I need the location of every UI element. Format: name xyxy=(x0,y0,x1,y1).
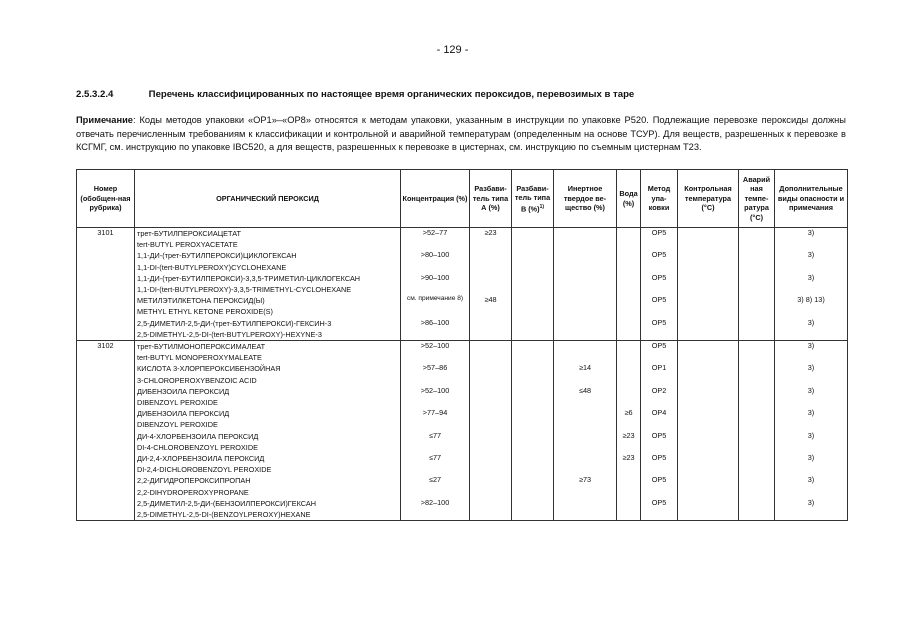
diluent-a-cell xyxy=(470,386,512,408)
inert-solid-cell: ≥73 xyxy=(554,475,617,497)
control-temp-cell xyxy=(678,453,739,475)
peroxide-name xyxy=(135,386,401,408)
header-water: Вода (%) xyxy=(617,170,641,228)
control-temp-cell xyxy=(678,318,739,341)
table-row xyxy=(77,318,848,341)
diluent-a-cell xyxy=(470,475,512,497)
header-concentration: Концентрация (%) xyxy=(401,170,470,228)
table-row xyxy=(77,363,848,385)
row-number: 3101 xyxy=(77,228,135,251)
diluent-b-cell xyxy=(512,408,554,430)
risks-cell: 3) xyxy=(775,498,848,521)
diluent-a-cell xyxy=(470,341,512,364)
control-temp-cell xyxy=(678,295,739,317)
packing-method-cell: OP5 xyxy=(641,318,678,341)
row-number xyxy=(77,386,135,408)
packing-method-cell: OP2 xyxy=(641,386,678,408)
diluent-b-cell xyxy=(512,341,554,364)
inert-solid-cell xyxy=(554,273,617,295)
peroxide-name-en: 2,5-DIMETHYL-2,5-DI-(tert-BUTYLPEROXY)-HEXYNE-3 xyxy=(137,329,322,339)
diluent-a-cell xyxy=(470,498,512,521)
control-temp-cell xyxy=(678,431,739,453)
peroxide-name-ru: 2,5-ДИМЕТИЛ-2,5-ДИ-(трет-БУТИЛПЕРОКСИ)-ГЕКСИН-3 xyxy=(137,318,332,328)
risks-cell: 3) xyxy=(775,273,848,295)
concentration-cell: ≤27 xyxy=(401,475,470,497)
page-number: - 129 - xyxy=(436,44,469,56)
control-temp-cell xyxy=(678,228,739,251)
concentration-cell: ≤77 xyxy=(401,431,470,453)
table-row xyxy=(77,295,848,317)
emergency-temp-cell xyxy=(739,363,775,385)
risks-cell: 3) xyxy=(775,453,848,475)
peroxide-name xyxy=(135,363,401,385)
risks-cell: 3) xyxy=(775,475,848,497)
peroxide-name-en: 2,2-DIHYDROPEROXYPROPANE xyxy=(137,487,249,497)
concentration-cell: >57–86 xyxy=(401,363,470,385)
header-number: Номер (обобщен-ная рубрика) xyxy=(77,170,135,228)
water-cell xyxy=(617,318,641,341)
table-row xyxy=(77,408,848,430)
water-cell: ≥23 xyxy=(617,431,641,453)
peroxide-name xyxy=(135,273,401,295)
emergency-temp-cell xyxy=(739,498,775,521)
peroxide-name-ru: трет-БУТИЛПЕРОКСИАЦЕТАТ xyxy=(137,229,242,238)
peroxide-name xyxy=(135,228,401,251)
table-row xyxy=(77,273,848,295)
peroxide-name-en: DI-2,4-DICHLOROBENZOYL PEROXIDE xyxy=(137,465,272,475)
water-cell xyxy=(617,228,641,251)
packing-method-cell: OP5 xyxy=(641,475,678,497)
peroxide-name-ru: КИСЛОТА 3-ХЛОРПЕРОКСИБЕНЗОЙНАЯ xyxy=(137,364,281,374)
peroxide-name-en: 1,1-DI-(tert-BUTYLPEROXY)-3,3,5-TRIMETHYL-CYCLOHEXANE xyxy=(137,285,352,295)
note-paragraph xyxy=(76,114,846,155)
row-number: 3102 xyxy=(77,341,135,364)
header-control-temp: Контрольная температура (°C) xyxy=(678,170,739,228)
header-diluent-b-footnote: 1) xyxy=(539,203,545,210)
peroxide-name-ru: 2,5-ДИМЕТИЛ-2,5-ДИ-(БЕНЗОИЛПЕРОКСИ)ГЕКСАН xyxy=(137,498,317,508)
header-diluent-a: Разбави-тель типа А (%) xyxy=(470,170,512,228)
water-cell xyxy=(617,475,641,497)
peroxide-name-en: DI-4-CHLOROBENZOYL PEROXIDE xyxy=(137,442,258,452)
risks-cell: 3) xyxy=(775,341,848,364)
risks-cell: 3) 8) 13) xyxy=(775,295,848,317)
concentration-cell: ≤77 xyxy=(401,453,470,475)
peroxide-name-ru: 2,2-ДИГИДРОПЕРОКСИПРОПАН xyxy=(137,476,251,486)
diluent-b-cell xyxy=(512,228,554,251)
table-row xyxy=(77,386,848,408)
inert-solid-cell xyxy=(554,453,617,475)
diluent-a-cell xyxy=(470,273,512,295)
concentration-cell: >86–100 xyxy=(401,318,470,341)
section-heading xyxy=(76,89,634,100)
peroxide-name xyxy=(135,341,401,364)
control-temp-cell xyxy=(678,341,739,364)
packing-method-cell: OP5 xyxy=(641,250,678,272)
header-method: Метод упа-ковки xyxy=(641,170,678,228)
water-cell xyxy=(617,341,641,364)
diluent-b-cell xyxy=(512,453,554,475)
diluent-a-cell xyxy=(470,431,512,453)
row-number xyxy=(77,408,135,430)
risks-cell: 3) xyxy=(775,363,848,385)
concentration-cell: см. примечание 8) xyxy=(401,295,470,317)
concentration-cell: >80–100 xyxy=(401,250,470,272)
water-cell: ≥23 xyxy=(617,453,641,475)
row-number xyxy=(77,250,135,272)
section-title: Перечень классифицированных по настоящее время органических пероксидов, перевозимых в таре xyxy=(148,89,635,100)
header-risks: Дополнительные виды опасности и примечания xyxy=(775,170,848,228)
packing-method-cell: OP5 xyxy=(641,273,678,295)
diluent-b-cell xyxy=(512,363,554,385)
concentration-cell: >90–100 xyxy=(401,273,470,295)
row-number xyxy=(77,475,135,497)
concentration-cell: >52–100 xyxy=(401,341,470,364)
emergency-temp-cell xyxy=(739,431,775,453)
peroxide-name-ru: ДИБЕНЗОИЛА ПЕРОКСИД xyxy=(137,386,230,396)
water-cell xyxy=(617,273,641,295)
table-row xyxy=(77,341,848,364)
concentration-cell: >82–100 xyxy=(401,498,470,521)
diluent-a-cell xyxy=(470,250,512,272)
peroxide-name-ru: 1,1-ДИ-(трет-БУТИЛПЕРОКСИ)ЦИКЛОГЕКСАН xyxy=(137,251,297,261)
emergency-temp-cell xyxy=(739,318,775,341)
table-row xyxy=(77,498,848,521)
row-number xyxy=(77,273,135,295)
diluent-a-cell xyxy=(470,453,512,475)
row-number xyxy=(77,453,135,475)
table-row xyxy=(77,250,848,272)
packing-method-cell: OP1 xyxy=(641,363,678,385)
control-temp-cell xyxy=(678,386,739,408)
diluent-b-cell xyxy=(512,431,554,453)
inert-solid-cell xyxy=(554,498,617,521)
header-diluent-b-text: Разбави-тель типа В (%) xyxy=(514,183,551,213)
peroxide-name-en: DIBENZOYL PEROXIDE xyxy=(137,398,218,408)
diluent-a-cell xyxy=(470,363,512,385)
table-row xyxy=(77,228,848,251)
peroxide-name-ru: ДИБЕНЗОИЛА ПЕРОКСИД xyxy=(137,409,230,419)
water-cell xyxy=(617,386,641,408)
risks-cell: 3) xyxy=(775,228,848,251)
packing-method-cell: OP5 xyxy=(641,341,678,364)
water-cell: ≥6 xyxy=(617,408,641,430)
control-temp-cell xyxy=(678,408,739,430)
inert-solid-cell xyxy=(554,318,617,341)
risks-cell: 3) xyxy=(775,431,848,453)
diluent-b-cell xyxy=(512,386,554,408)
peroxide-name-ru: 1,1-ДИ-(трет-БУТИЛПЕРОКСИ)-3,3,5-ТРИМЕТИЛ-ЦИКЛОГЕКСАН xyxy=(137,273,361,283)
packing-method-cell: OP5 xyxy=(641,498,678,521)
row-number xyxy=(77,295,135,317)
emergency-temp-cell xyxy=(739,273,775,295)
peroxide-name-ru: трет-БУТИЛМОНОПЕРОКСИМАЛЕАТ xyxy=(137,342,266,352)
table-row xyxy=(77,453,848,475)
risks-cell: 3) xyxy=(775,250,848,272)
risks-cell: 3) xyxy=(775,318,848,341)
diluent-b-cell xyxy=(512,498,554,521)
diluent-b-cell xyxy=(512,318,554,341)
emergency-temp-cell xyxy=(739,341,775,364)
peroxide-table xyxy=(76,169,848,521)
peroxide-name xyxy=(135,475,401,497)
diluent-b-cell xyxy=(512,250,554,272)
table-row xyxy=(77,431,848,453)
inert-solid-cell xyxy=(554,341,617,364)
packing-method-cell: OP5 xyxy=(641,228,678,251)
inert-solid-cell xyxy=(554,408,617,430)
risks-cell: 3) xyxy=(775,386,848,408)
water-cell xyxy=(617,295,641,317)
emergency-temp-cell xyxy=(739,386,775,408)
note-label: Примечание xyxy=(76,115,133,125)
row-number xyxy=(77,431,135,453)
emergency-temp-cell xyxy=(739,408,775,430)
section-code: 2.5.3.2.4 xyxy=(76,89,114,100)
control-temp-cell xyxy=(678,273,739,295)
peroxide-name-ru: ДИ-2,4-ХЛОРБЕНЗОИЛА ПЕРОКСИД xyxy=(137,454,265,464)
packing-method-cell: OP5 xyxy=(641,295,678,317)
row-number xyxy=(77,363,135,385)
diluent-a-cell xyxy=(470,408,512,430)
peroxide-name-ru: МЕТИЛЭТИЛКЕТОНА ПЕРОКСИД(Ы) xyxy=(137,296,265,306)
peroxide-name-en: DIBENZOYL PEROXIDE xyxy=(137,420,218,430)
emergency-temp-cell xyxy=(739,250,775,272)
diluent-a-cell: ≥48 xyxy=(470,295,512,317)
header-emergency-temp: Аварий ная темпе-ратура (°C) xyxy=(739,170,775,228)
water-cell xyxy=(617,363,641,385)
peroxide-name xyxy=(135,498,401,521)
control-temp-cell xyxy=(678,250,739,272)
diluent-b-cell xyxy=(512,273,554,295)
risks-cell: 3) xyxy=(775,408,848,430)
row-number xyxy=(77,498,135,521)
water-cell xyxy=(617,250,641,272)
inert-solid-cell xyxy=(554,295,617,317)
emergency-temp-cell xyxy=(739,295,775,317)
inert-solid-cell xyxy=(554,431,617,453)
header-diluent-b xyxy=(512,170,554,228)
peroxide-name xyxy=(135,431,401,453)
concentration-cell: >52–100 xyxy=(401,386,470,408)
control-temp-cell xyxy=(678,498,739,521)
emergency-temp-cell xyxy=(739,453,775,475)
peroxide-name xyxy=(135,250,401,272)
note-text: : Коды методов упаковки «OP1»–«OP8» относятся к методам упаковки, указанным в инструкции по упаковке P520. Подлежащие перевозке пероксиды должны отвечать перечисленным требованиям к классификации и контрольной и аварийной температурам (определенным на основе ТСУР). Для веществ, разрешенных к перевозке в КСГМГ, см. инструкцию по упаковке IBC520, а для веществ, разрешенных к перевозке в цистернах, см. инструкцию по съемным цистернам T23. xyxy=(76,115,846,152)
row-number xyxy=(77,318,135,341)
peroxide-name-en: 1,1-DI-(tert-BUTYLPEROXY)CYCLOHEXANE xyxy=(137,262,287,272)
header-inert-solid: Инертное твердое ве-щество (%) xyxy=(554,170,617,228)
diluent-a-cell: ≥23 xyxy=(470,228,512,251)
peroxide-name-en: tert-BUTYL MONOPEROXYMALEATE xyxy=(137,353,262,363)
peroxide-name xyxy=(135,318,401,341)
peroxide-name-en: METHYL ETHYL KETONE PEROXIDE(S) xyxy=(137,307,273,317)
diluent-b-cell xyxy=(512,475,554,497)
table-header xyxy=(77,170,848,228)
peroxide-name-ru: ДИ-4-ХЛОРБЕНЗОИЛА ПЕРОКСИД xyxy=(137,431,259,441)
inert-solid-cell: ≤48 xyxy=(554,386,617,408)
control-temp-cell xyxy=(678,475,739,497)
concentration-cell: >52–77 xyxy=(401,228,470,251)
concentration-cell: >77–94 xyxy=(401,408,470,430)
peroxide-name xyxy=(135,408,401,430)
packing-method-cell: OP5 xyxy=(641,453,678,475)
inert-solid-cell: ≥14 xyxy=(554,363,617,385)
inert-solid-cell xyxy=(554,228,617,251)
table-row xyxy=(77,475,848,497)
diluent-b-cell xyxy=(512,295,554,317)
peroxide-name-en: 2,5-DIMETHYL-2,5-DI-(BENZOYLPEROXY)HEXANE xyxy=(137,510,311,520)
emergency-temp-cell xyxy=(739,475,775,497)
control-temp-cell xyxy=(678,363,739,385)
peroxide-name-en: tert-BUTYL PEROXYACETATE xyxy=(137,240,238,250)
diluent-a-cell xyxy=(470,318,512,341)
peroxide-name-en: 3-CHLOROPEROXYBENZOIC ACID xyxy=(137,375,257,385)
header-peroxide: ОРГАНИЧЕСКИЙ ПЕРОКСИД xyxy=(135,170,401,228)
packing-method-cell: OP4 xyxy=(641,408,678,430)
peroxide-name xyxy=(135,453,401,475)
packing-method-cell: OP5 xyxy=(641,431,678,453)
water-cell xyxy=(617,498,641,521)
peroxide-name xyxy=(135,295,401,317)
inert-solid-cell xyxy=(554,250,617,272)
emergency-temp-cell xyxy=(739,228,775,251)
table-body xyxy=(77,228,848,521)
